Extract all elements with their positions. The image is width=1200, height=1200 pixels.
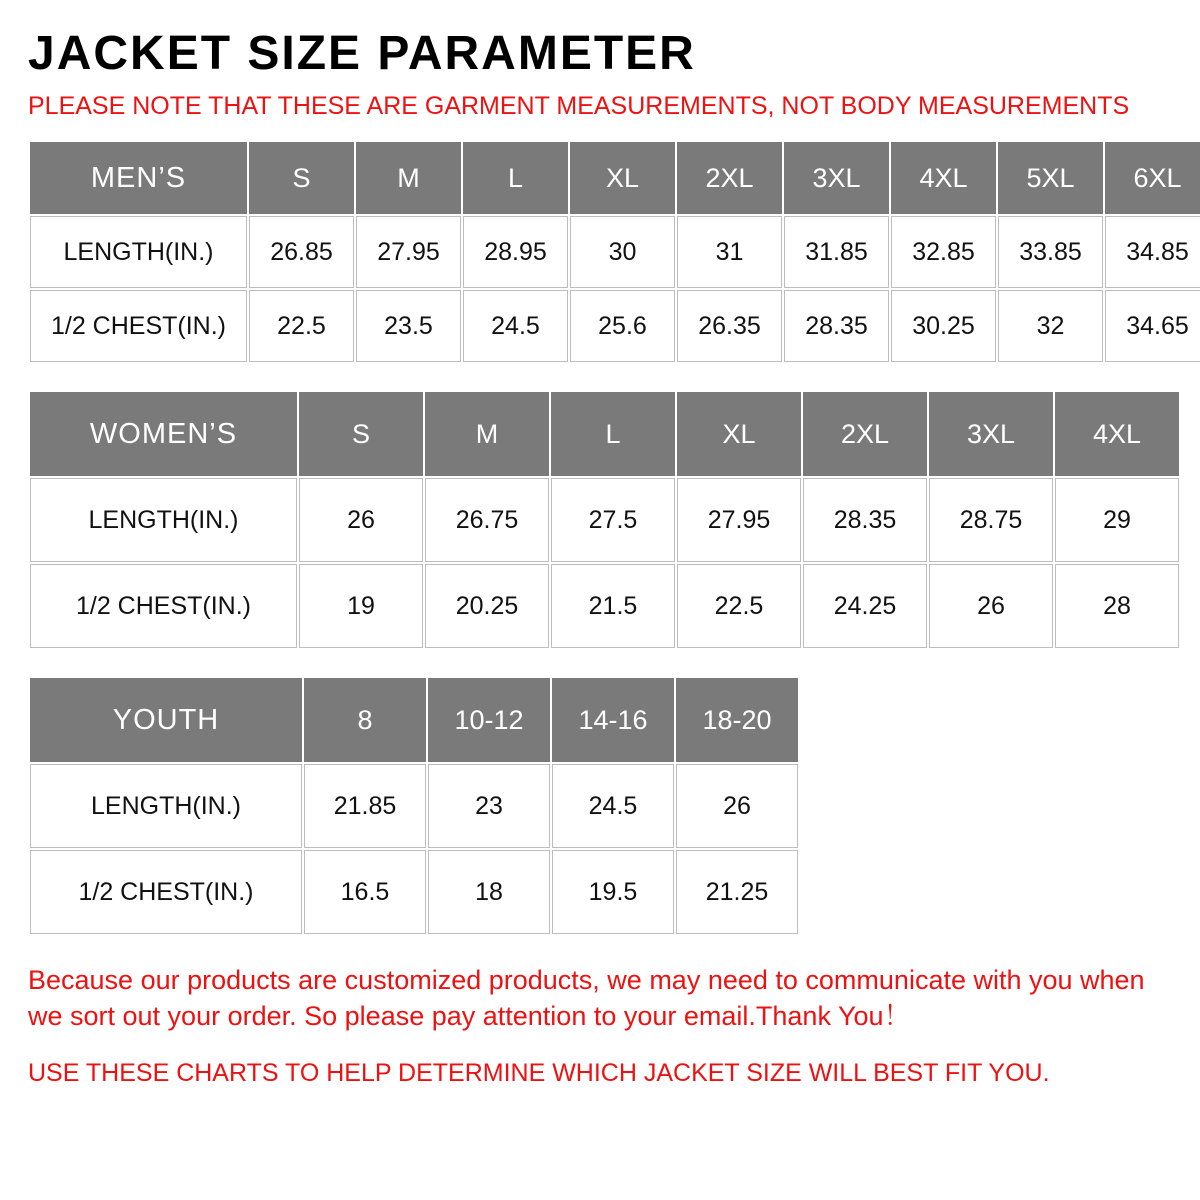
size-header-cell: S: [298, 391, 424, 477]
table-row: [29, 477, 1180, 563]
measurement-cell: 30: [569, 215, 676, 289]
measurement-cell: 28: [1054, 563, 1180, 649]
measurement-cell: 28.35: [802, 477, 928, 563]
measurement-cell: 27.95: [676, 477, 802, 563]
measurement-cell: 27.95: [355, 215, 462, 289]
measurement-cell: 33.85: [997, 215, 1104, 289]
measurement-cell: 34.65: [1104, 289, 1200, 363]
measurement-cell: 26: [928, 563, 1054, 649]
measurement-cell: 26.35: [676, 289, 783, 363]
measurement-cell: 19.5: [551, 849, 675, 935]
measurement-cell: 28.75: [928, 477, 1054, 563]
category-label-mens: MEN’S: [29, 141, 248, 215]
measurement-cell: 21.25: [675, 849, 799, 935]
size-header-cell: 5XL: [997, 141, 1104, 215]
measurement-cell: 26: [675, 763, 799, 849]
size-header-cell: XL: [569, 141, 676, 215]
mens-size-table: [28, 140, 1200, 364]
womens-size-table: [28, 390, 1181, 650]
measurement-cell: 23.5: [355, 289, 462, 363]
measurement-cell: 22.5: [248, 289, 355, 363]
measurement-cell: 27.5: [550, 477, 676, 563]
measurement-cell: 16.5: [303, 849, 427, 935]
measurement-cell: 22.5: [676, 563, 802, 649]
size-header-cell: M: [424, 391, 550, 477]
measurement-cell: 24.5: [551, 763, 675, 849]
size-header-cell: 8: [303, 677, 427, 763]
measurement-cell: 24.5: [462, 289, 569, 363]
measurement-cell: 32: [997, 289, 1104, 363]
size-header-cell: 2XL: [676, 141, 783, 215]
table-row: [29, 849, 799, 935]
size-header-cell: M: [355, 141, 462, 215]
chart-usage-notice: USE THESE CHARTS TO HELP DETERMINE WHICH JACKET SIZE WILL BEST FIT YOU.: [28, 1058, 1050, 1087]
measurement-cell: 24.25: [802, 563, 928, 649]
garment-measurement-note: PLEASE NOTE THAT THESE ARE GARMENT MEASUREMENTS, NOT BODY MEASUREMENTS: [28, 91, 1130, 120]
measurement-cell: 26.75: [424, 477, 550, 563]
measurement-cell: 34.85: [1104, 215, 1200, 289]
row-label: 1/2 CHEST(IN.): [29, 289, 248, 363]
table-row: [29, 289, 1200, 363]
size-header-cell: L: [462, 141, 569, 215]
category-label-youth: YOUTH: [29, 677, 303, 763]
size-header-cell: 3XL: [783, 141, 890, 215]
measurement-cell: 28.95: [462, 215, 569, 289]
measurement-cell: 31.85: [783, 215, 890, 289]
measurement-cell: 21.85: [303, 763, 427, 849]
measurement-cell: 26: [298, 477, 424, 563]
category-label-womens: WOMEN’S: [29, 391, 298, 477]
table-row: [29, 563, 1180, 649]
measurement-cell: 19: [298, 563, 424, 649]
measurement-cell: 23: [427, 763, 551, 849]
size-header-cell: 4XL: [890, 141, 997, 215]
table-row: [29, 763, 799, 849]
table-header-row: [29, 677, 799, 763]
measurement-cell: 20.25: [424, 563, 550, 649]
customization-notice: Because our products are customized products, we may need to communicate with you when we sort out your order. So please pay attention to your email.Thank You！: [28, 965, 1145, 1032]
row-label: 1/2 CHEST(IN.): [29, 849, 303, 935]
measurement-cell: 32.85: [890, 215, 997, 289]
size-header-cell: S: [248, 141, 355, 215]
measurement-cell: 26.85: [248, 215, 355, 289]
table-row: [29, 215, 1200, 289]
measurement-cell: 28.35: [783, 289, 890, 363]
size-header-cell: 18-20: [675, 677, 799, 763]
size-header-cell: 2XL: [802, 391, 928, 477]
size-header-cell: 4XL: [1054, 391, 1180, 477]
measurement-cell: 30.25: [890, 289, 997, 363]
table-header-row: [29, 391, 1180, 477]
row-label: LENGTH(IN.): [29, 763, 303, 849]
size-header-cell: 10-12: [427, 677, 551, 763]
row-label: 1/2 CHEST(IN.): [29, 563, 298, 649]
table-header-row: [29, 141, 1200, 215]
measurement-cell: 18: [427, 849, 551, 935]
row-label: LENGTH(IN.): [29, 477, 298, 563]
measurement-cell: 31: [676, 215, 783, 289]
row-label: LENGTH(IN.): [29, 215, 248, 289]
size-header-cell: 14-16: [551, 677, 675, 763]
size-header-cell: 6XL: [1104, 141, 1200, 215]
measurement-cell: 25.6: [569, 289, 676, 363]
size-header-cell: 3XL: [928, 391, 1054, 477]
measurement-cell: 21.5: [550, 563, 676, 649]
page-title: JACKET SIZE PARAMETER: [28, 27, 696, 80]
size-header-cell: XL: [676, 391, 802, 477]
youth-size-table: [28, 676, 800, 936]
measurement-cell: 29: [1054, 477, 1180, 563]
size-header-cell: L: [550, 391, 676, 477]
